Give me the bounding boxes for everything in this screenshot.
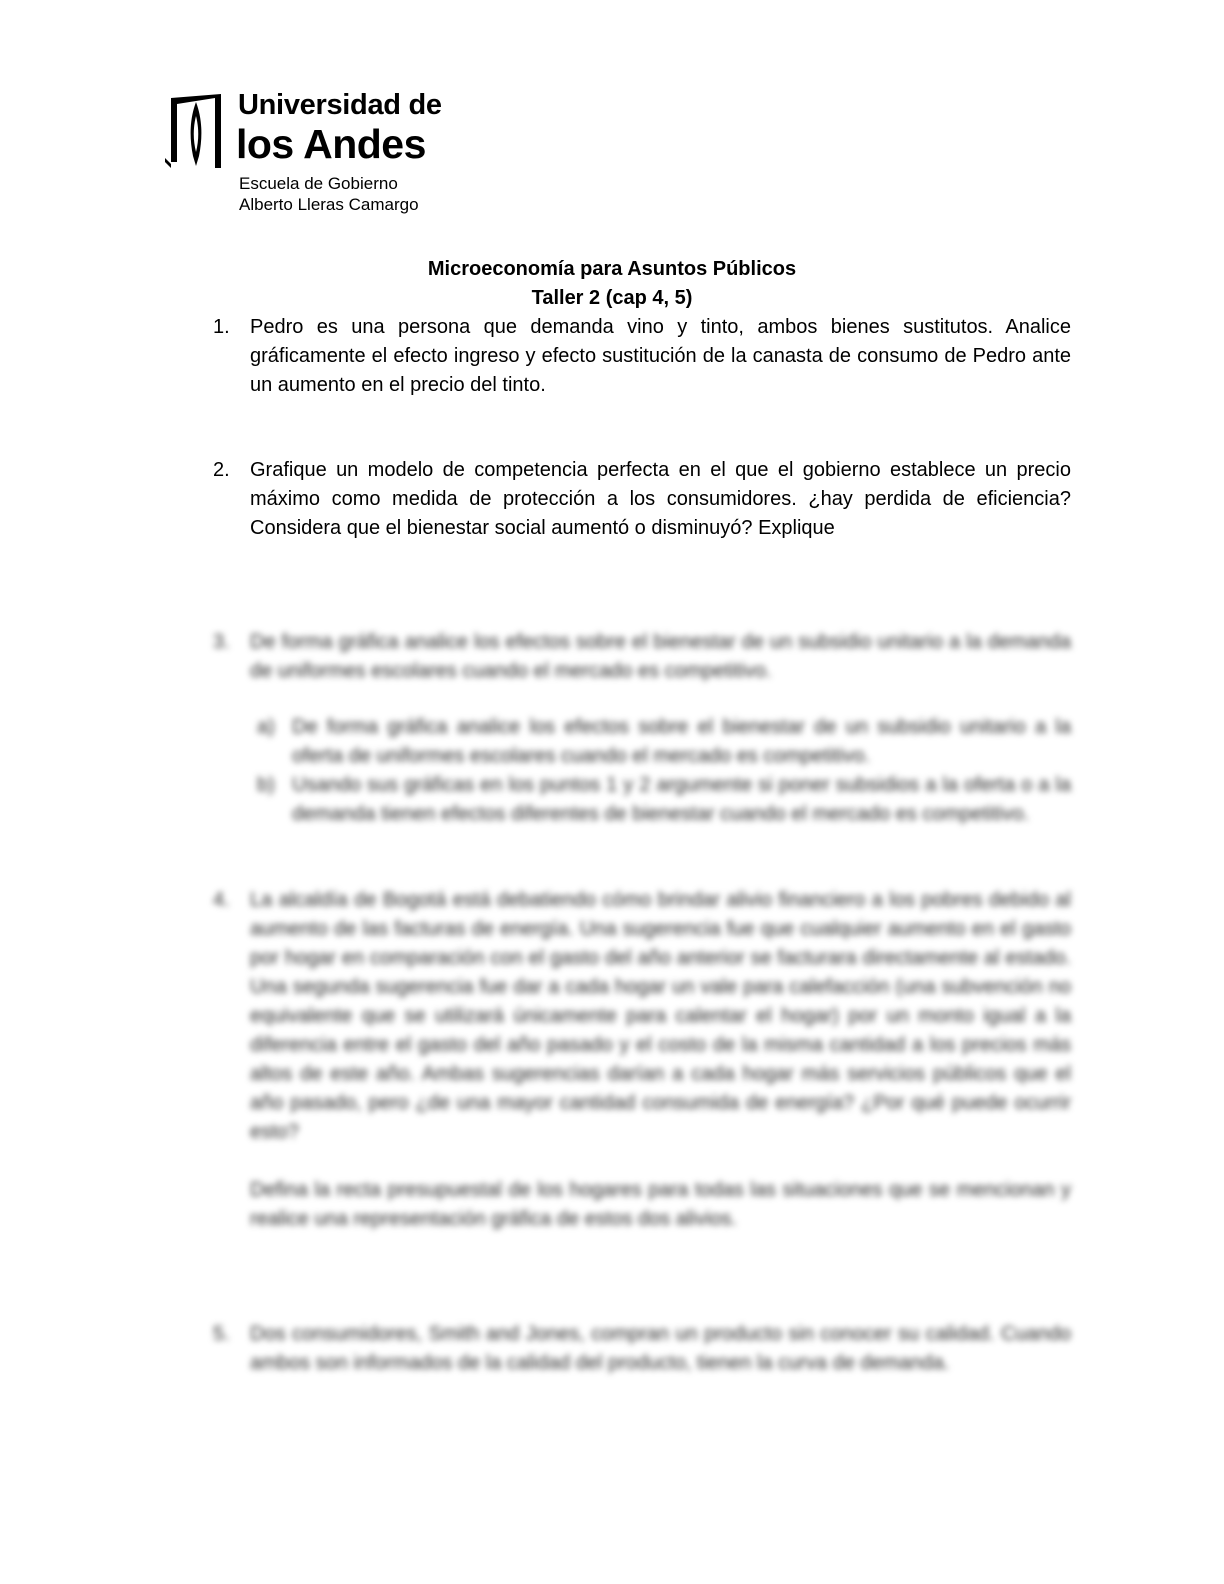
school-name-line1: Escuela de Gobierno <box>239 174 398 193</box>
logo-text-line2: los Andes <box>236 121 426 167</box>
question-paragraph: La alcaldía de Bogotá está debatiendo cómo brindar alivio financiero a los pobres debido al aumento de las facturas de energía. Una sugerencia fue que cualquier aumento en el gasto por hogar en comparación con el gasto del año anterior se facturara directamente al estado. Una segunda sugerencia fue dar a cada hogar un vale para calefacción (una subvención no equivalente que se utilizará únicamente para calentar el hogar) por un monto igual a la diferencia entre el gasto del año pasado y el costo de la misma cantidad a los precios más altos de este año. Ambas sugerencias darían a cada hogar más servicios públicos que el año pasado, pero ¿de una mayor cantidad consumida de energía? ¿Por qué puede ocurrir esto? <box>250 889 1071 1143</box>
subitem-a <box>257 713 1071 771</box>
subitem-text: Usando sus gráficas en los puntos 1 y 2 argumente si poner subsidios a la oferta o a la demanda tienen efectos diferentes de bienestar cuando el mercado es competitivo. <box>292 774 1071 825</box>
question-number: 2. <box>213 459 230 481</box>
question-number: 5. <box>213 1323 230 1345</box>
school-name-line2: Alberto Lleras Camargo <box>239 195 419 214</box>
question-4-blurred <box>213 886 1071 1234</box>
question-3-blurred <box>213 628 1071 829</box>
question-number: 3. <box>213 631 230 653</box>
question-2 <box>213 456 1071 543</box>
question-subitems <box>257 713 1071 829</box>
question-5-blurred <box>213 1320 1071 1378</box>
question-number: 1. <box>213 316 230 338</box>
subitem-label: b) <box>257 774 275 796</box>
university-seal-icon <box>163 92 229 174</box>
question-text <box>250 886 1071 1234</box>
subitem-label: a) <box>257 716 275 738</box>
logo-text-line1: Universidad de <box>238 89 442 121</box>
question-1 <box>213 313 1071 400</box>
question-number: 4. <box>213 889 230 911</box>
question-text: Dos consumidores, Smith and Jones, compran un producto sin conocer su calidad. Cuando ambos son informados de la calidad del producto, tienen la curva de demanda. <box>250 1323 1071 1374</box>
question-text: De forma gráfica analice los efectos sobre el bienestar de un subsidio unitario a la demanda de uniformes escolares cuando el mercado es competitivo. <box>250 631 1071 682</box>
document-title: Microeconomía para Asuntos Públicos <box>427 258 797 280</box>
question-text: Pedro es una persona que demanda vino y tinto, ambos bienes sustitutos. Analice gráficamente el efecto ingreso y efecto sustitución de la canasta de consumo de Pedro ante un aumento en el precio del tinto. <box>250 316 1071 396</box>
document-subtitle: Taller 2 (cap 4, 5) <box>531 287 693 309</box>
subitem-text: De forma gráfica analice los efectos sobre el bienestar de un subsidio unitario a la oferta de uniformes escolares cuando el mercado es competitivo. <box>292 716 1071 767</box>
question-text: Grafique un modelo de competencia perfecta en el que el gobierno establece un precio máximo como medida de protección a los consumidores. ¿hay perdida de eficiencia? Considera que el bienestar social aumentó o disminuyó? Explique <box>250 459 1071 539</box>
subitem-b <box>257 771 1071 829</box>
question-paragraph: Defina la recta presupuestal de los hogares para todas las situaciones que se mencionan y realice una representación gráfica de estos dos alivios. <box>250 1179 1071 1230</box>
university-logo <box>163 90 463 220</box>
